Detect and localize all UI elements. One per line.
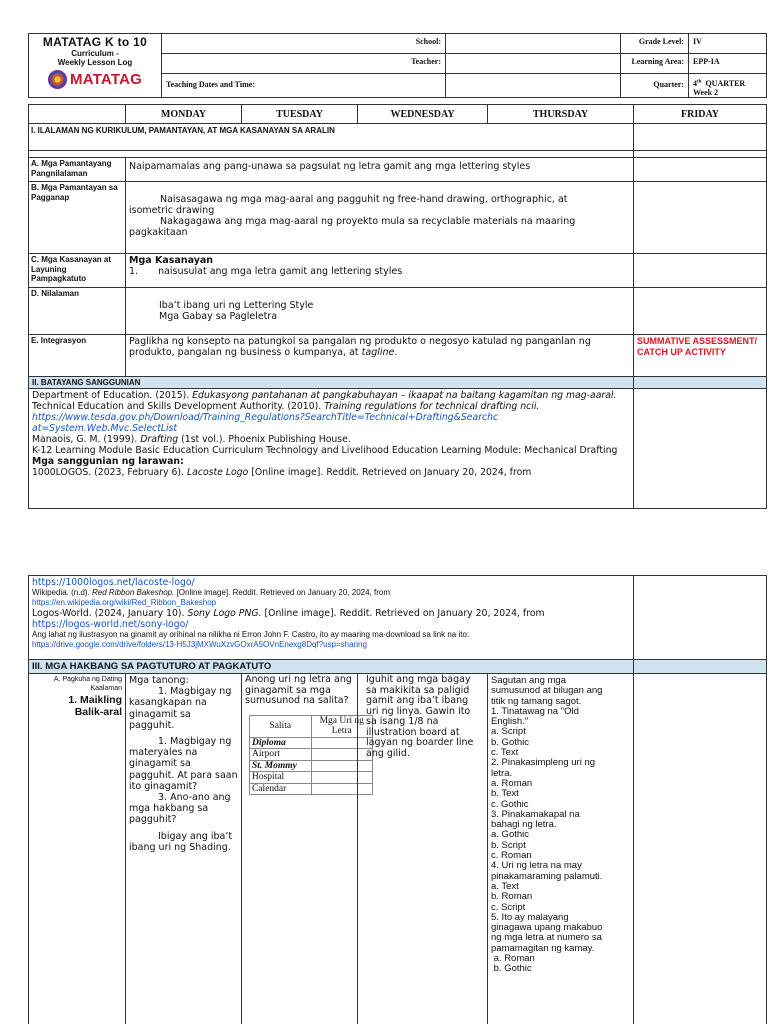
logo-subtitle-2: Weekly Lesson Log: [57, 58, 133, 67]
day-tuesday: TUESDAY: [242, 105, 358, 124]
mini-row: Hospital: [250, 772, 312, 784]
step-a-label: [29, 674, 126, 1024]
row-b-line2: Nakagagawa ang mga mag-aaral ng proyekto mula sa recyclable materials na maaring: [160, 216, 576, 227]
matatag-wordmark: MATATAG: [70, 71, 142, 88]
monday-q4: Ibigay ang iba’t ibang uri ng Shading.: [129, 830, 233, 853]
deped-seal-icon: [48, 70, 67, 89]
illustration-note: Ang lahat ng ilustrasyon na ginamit ay orihinal na nilikha ni Erron John F. Castro, ito ay maaring ma-download sa link na ito:: [32, 630, 470, 639]
day-thursday: THURSDAY: [488, 105, 634, 124]
quiz-line: c. Roman: [491, 850, 532, 862]
quiz-line: titik ng tamang sagot.: [491, 695, 582, 707]
ref-tesda: Technical Education and Skills Development Authority. (2010). Training regulations for technical drafting ncii.: [32, 401, 540, 412]
lesson-table-page2: [28, 575, 767, 1024]
row-e-label: E. Integrasyon: [29, 335, 126, 377]
section-1-title: I. ILALAMAN NG KURIKULUM, PAMANTAYAN, AT MGA KASANAYAN SA ARALIN: [29, 124, 634, 151]
quiz-line: Sagutan ang mga: [491, 675, 567, 686]
ref-manaois: Manaois, G. M. (1999). Drafting (1st vol.). Phoenix Publishing House.: [32, 434, 351, 445]
school-label: School:: [162, 34, 446, 54]
logo-title: MATATAG K to 10: [42, 35, 148, 49]
row-b-line1: Naisasagawa ng mga mag-aaral ang pagguhit ng free-hand drawing, orthographic, at: [160, 194, 568, 205]
row-c-heading: Mga Kasanayan: [129, 255, 214, 266]
ref-logos-world: Logos-World. (2024, January 10). Sony Logo PNG. [Online image]. Reddit. Retrieved on January 20, 2024, from: [32, 608, 545, 619]
references-content: [29, 389, 634, 509]
row-e-tagline: tagline: [361, 347, 395, 358]
row-c-label: C. Mga Kasanayan at Layuning Pampagkatuto: [29, 254, 126, 288]
quiz-line: b. Gothic: [491, 736, 530, 748]
monday-heading: Mga tanong:: [129, 675, 189, 686]
mini-row: Calendar: [250, 783, 312, 795]
quiz-line: a. Text: [491, 880, 519, 892]
quiz-line: a. Roman: [491, 953, 535, 965]
step-a-bold1: 1. Maikling: [68, 694, 122, 706]
grade-label: Grade Level:: [621, 34, 689, 54]
wednesday-activity: Iguhit ang mga bagay sa makikita sa paligid gamit ang iba’t ibang uri ng linya. Gawin ito sa isang 1/8 na illustration board at lagyan ng boarder line ang gilid.: [358, 674, 488, 1024]
quiz-line: b. Script: [491, 839, 526, 851]
section-2-title: II. BATAYANG SANGGUNIAN: [29, 377, 634, 389]
quiz-line: letra.: [491, 767, 513, 779]
row-d-line2: Mga Gabay sa Pagleletra: [159, 311, 278, 322]
lesson-table-page1: [28, 104, 767, 509]
quiz-line: pamamagitan ng kamay.: [491, 942, 595, 954]
quiz-line: a. Gothic: [491, 829, 530, 841]
quiz-line: 5. Ito ay malayang: [491, 911, 569, 923]
monday-q2: 1. Magbigay ng materyales na ginagamit sa pagguhit. At para saan ito ginagamit?: [129, 736, 238, 792]
quarter-value: [689, 74, 767, 98]
row-d-label: D. Nilalaman: [29, 288, 126, 335]
day-monday: MONDAY: [126, 105, 242, 124]
quiz-line: b. Gothic: [491, 963, 532, 975]
mini-row: Diploma: [250, 737, 312, 749]
dates-value: [446, 74, 621, 98]
quiz-line: a. Roman: [491, 777, 533, 789]
school-value: [446, 34, 621, 54]
grade-value: IV: [689, 34, 767, 54]
monday-q3: 3. Ano-ano ang mga hakbang sa pagguhit?: [129, 792, 231, 826]
matatag-logo-block: [29, 34, 162, 98]
step-a-bold2: Balik-aral: [74, 706, 122, 718]
row-c-item: [129, 266, 630, 277]
quiz-line: sumusunod at bilugan ang: [491, 685, 603, 697]
mini-header-salita: Salita: [250, 715, 312, 737]
quiz-line: pinakamaraming palamuti.: [491, 870, 603, 882]
tuesday-activity: [242, 674, 364, 1024]
drive-link[interactable]: https://drive.google.com/drive/folders/13-H5J3jMXWuXzvGOxrA5OVnEnexg8Dqf?usp=sharing: [32, 640, 367, 649]
lacoste-link[interactable]: https://1000logos.net/lacoste-logo/: [32, 577, 195, 588]
row-b-content: [126, 182, 634, 254]
quiz-line: c. Script: [491, 901, 526, 913]
monday-q1: 1. Magbigay ng kasangkapan na ginagamit sa pagguhit.: [129, 686, 232, 731]
sony-link[interactable]: https://logos-world.net/sony-logo/: [32, 619, 189, 630]
quarter-label: Quarter:: [621, 74, 689, 98]
quarter-number: 4: [693, 79, 697, 88]
tesda-link[interactable]: https://www.tesda.gov.ph/Download/Training_Regulations?SearchTitle=Technical+Drafting&Searchcat=System.Web.Mvc.SelectList: [32, 412, 499, 434]
ref-k12-module: K-12 Learning Module Basic Education Curriculum Technology and Livelihood Education Learning Module: Mechanical Drafting: [32, 445, 618, 456]
logo-subtitle-1: Curriculum -: [71, 49, 119, 58]
area-label: Learning Area:: [621, 54, 689, 74]
row-d-content: [126, 288, 634, 335]
quiz-line: bahagi ng letra.: [491, 819, 557, 831]
row-b-label: B. Mga Pamantayan sa Pagganap: [29, 182, 126, 254]
row-c-content: [126, 254, 634, 288]
teacher-value: [446, 54, 621, 74]
dates-label: Teaching Dates and Time:: [162, 74, 446, 98]
row-b-line1b: isometric drawing: [129, 205, 215, 216]
friday-summative-note: SUMMATIVE ASSESSMENT/ CATCH UP ACTIVITY: [634, 335, 767, 377]
mini-row: Airport: [250, 749, 312, 761]
ref-wikipedia: Wikipedia. (n.d). Red Ribbon Bakeshop. [Online image]. Reddit. Retrieved on January 20, 2024, from: [32, 588, 390, 597]
quiz-line: English.": [491, 716, 529, 728]
row-a-content: Naipamamalas ang pang-unawa sa pagsulat ng letra gamit ang mga lettering styles: [126, 158, 634, 182]
teacher-label: Teacher:: [162, 54, 446, 74]
day-friday: FRIDAY: [634, 105, 767, 124]
row-a-label: A. Mga Pamantayang Pangnilalaman: [29, 158, 126, 182]
image-references-heading: Mga sanggunian ng larawan:: [32, 456, 184, 467]
step-a-small: A. Pagkuha ng Dating Kaalaman: [53, 676, 122, 692]
matatag-logo: [29, 70, 161, 89]
quiz-line: 4. Uri ng letra na may: [491, 860, 582, 872]
row-b-line2b: pagkakitaan: [129, 227, 188, 238]
quiz-line: 1. Tinatawag na "Old: [491, 705, 579, 717]
row-e-content: Paglikha ng konsepto na patungkol sa pangalan ng produkto o negosyo katulad ng panganlan ng produkto, pangalan ng business o kumpanya, at tagline.: [126, 335, 634, 377]
thursday-quiz-lines: [491, 676, 630, 975]
area-value: EPP-IA: [689, 54, 767, 74]
row-e-line2: produkto, pangalan ng business o kumpanya, at: [129, 347, 359, 358]
quiz-line: 2. Pinakasimpleng uri ng: [491, 757, 596, 769]
day-wednesday: WEDNESDAY: [358, 105, 488, 124]
quiz-line: c. Gothic: [491, 798, 529, 810]
corner-cell: [29, 105, 126, 124]
section-3-title: III. MGA HAKBANG SA PAGTUTURO AT PAGKATUTO: [29, 660, 634, 674]
letter-type-table: [249, 715, 373, 796]
quiz-line: c. Text: [491, 747, 519, 759]
quiz-line: 3. Pinakamakapal na: [491, 808, 580, 820]
row-d-line1: Iba’t ibang uri ng Lettering Style: [159, 300, 314, 311]
quiz-line: a. Script: [491, 726, 526, 738]
row-c-text: naisusulat ang mga letra gamit ang lettering styles: [158, 266, 403, 277]
monday-activity: [126, 674, 242, 1024]
row-e-line1: Paglikha ng konsepto na patungkol sa pangalan ng produkto o negosyo katulad ng panganlan ng: [129, 336, 591, 347]
quarter-text: QUARTER Week 2: [693, 79, 746, 97]
ref-deped: Department of Education. (2015). Edukasyong pantahanan at pangkabuhayan – ikaapat na baitang kagamitan ng mag-aaral.: [32, 390, 617, 401]
references-continued: [29, 576, 634, 660]
row-c-number: 1.: [129, 266, 139, 277]
quarter-suffix: th: [697, 79, 702, 85]
thursday-quiz: [488, 674, 634, 1024]
quiz-line: ginagawa upang makabuo: [491, 922, 603, 934]
ref-1000logos: 1000LOGOS. (2023, February 6). Lacoste Logo [Online image]. Reddit. Retrieved on January 20, 2024, from: [32, 467, 532, 478]
quiz-line: b. Text: [491, 788, 519, 800]
redribbon-link[interactable]: https://en.wikipedia.org/wiki/Red_Ribbon_Bakeshop: [32, 598, 217, 607]
mini-header-uri: Mga Uri ng Letra: [311, 715, 373, 737]
header-table: [28, 33, 767, 98]
quiz-line: ng mga letra at numero sa: [491, 932, 602, 944]
tuesday-question: Anong uri ng letra ang ginagamit sa mga sumusunod na salita?: [245, 674, 352, 706]
mini-row: St. Mommy: [250, 760, 312, 772]
quiz-line: b. Roman: [491, 891, 533, 903]
